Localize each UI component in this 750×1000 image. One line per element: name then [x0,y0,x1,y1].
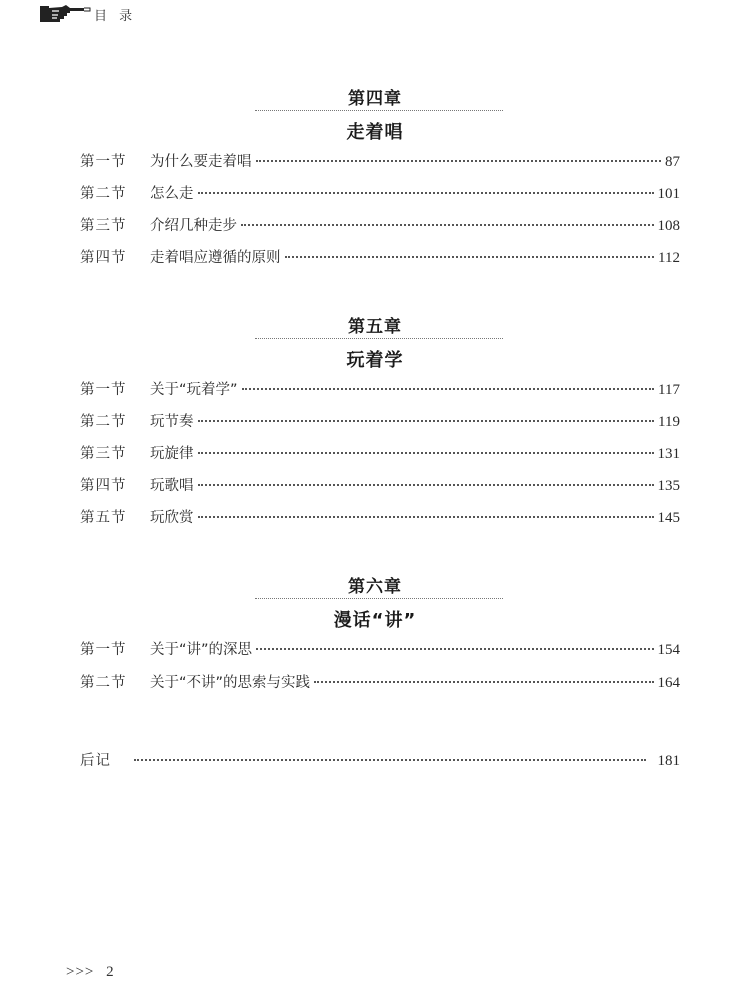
toc-entry[interactable] [80,150,680,172]
section-title: 玩节奏 [150,414,194,430]
toc-entry[interactable] [80,182,680,204]
page-number: 101 [657,186,680,202]
page-number: 117 [658,382,680,398]
dot-leader [285,256,655,258]
section-title: 为什么要走着唱 [150,154,252,170]
chapter-number: 第六章 [348,577,402,597]
section-number: 第五节 [80,510,127,526]
section-number: 第二节 [80,414,127,430]
page-number: 108 [657,218,680,234]
dot-leader [198,516,654,518]
dot-leader [314,681,653,683]
page-number: 131 [657,446,680,462]
chapter-title: 走着唱 [346,122,404,143]
section-title: 关于“不讲”的思索与实践 [150,675,311,691]
section-title: 玩歌唱 [150,478,194,494]
toc-entry[interactable] [80,214,680,236]
dot-leader [256,160,662,162]
toc-entry[interactable] [80,378,680,400]
toc-entry[interactable] [80,638,680,660]
section-number: 第三节 [80,218,127,234]
section-title: 怎么走 [150,186,194,202]
chapter-number: 第四章 [348,89,402,109]
page-number: 145 [657,510,680,526]
dot-leader [198,420,655,422]
dot-leader [242,388,655,390]
pointing-hand-icon [40,4,92,24]
section-number: 第一节 [80,642,127,658]
page-footer [66,964,114,981]
section-number: 第三节 [80,446,127,462]
page-number: 112 [658,250,680,266]
section-title: 玩欣赏 [150,510,194,526]
section-title: 关于“玩着学” [150,382,238,398]
dot-leader [198,484,654,486]
page-number: 87 [665,154,680,170]
page-header [40,4,136,24]
section-title: 关于“讲”的深思 [150,642,253,658]
section-number: 第四节 [80,478,127,494]
page-number: 154 [657,642,680,658]
footer-arrows: >>> [66,964,95,980]
section-number: 第二节 [80,675,127,691]
chapter-title: 漫话“讲” [333,610,417,631]
chapter-divider [255,338,503,339]
section-number: 第一节 [80,382,127,398]
dot-leader [134,759,646,761]
toc-entry[interactable] [80,246,680,268]
section-title: 走着唱应遵循的原则 [150,250,281,266]
afterword-title: 后记 [80,753,111,769]
toc-entry[interactable] [80,410,680,432]
chapter-number: 第五章 [348,317,402,337]
toc-entry[interactable] [80,474,680,496]
section-number: 第二节 [80,186,127,202]
toc-entry[interactable] [80,506,680,528]
page-number: 119 [658,414,680,430]
chapter-divider [255,110,503,111]
chapter-divider [255,598,503,599]
section-title: 介绍几种走步 [150,218,237,234]
dot-leader [198,452,654,454]
dot-leader [256,648,653,650]
page-number: 164 [657,675,680,691]
section-title: 玩旋律 [150,446,194,462]
page-number: 135 [657,478,680,494]
chapter-title: 玩着学 [346,350,404,371]
section-number: 第四节 [80,250,127,266]
footer-page-number: 2 [106,964,114,980]
dot-leader [198,192,654,194]
dot-leader [241,224,654,226]
toc-entry-afterword[interactable] [80,749,680,771]
page-number: 181 [657,753,680,769]
header-title: 目 录 [94,8,137,24]
toc-entry[interactable] [80,671,680,693]
section-number: 第一节 [80,154,127,170]
toc-entry[interactable] [80,442,680,464]
